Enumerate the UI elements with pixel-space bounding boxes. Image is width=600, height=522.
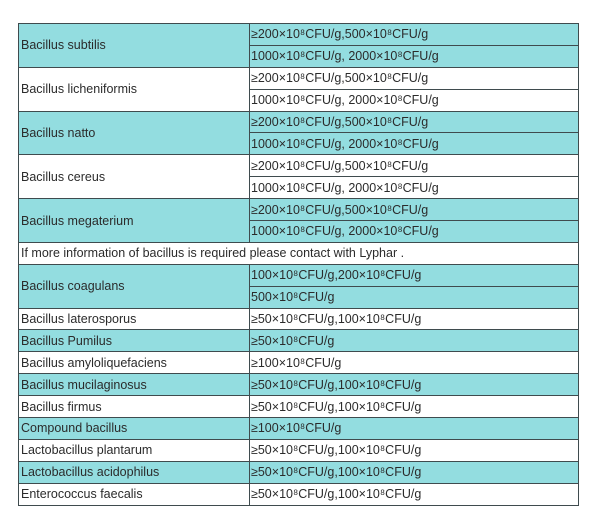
strain-spec: ≥50×10⁸CFU/g,100×10⁸CFU/g — [250, 308, 579, 330]
strain-spec: 1000×10⁸CFU/g, 2000×10⁸CFU/g — [250, 177, 579, 199]
strain-spec: ≥50×10⁸CFU/g,100×10⁸CFU/g — [250, 396, 579, 418]
table-row — [19, 67, 579, 89]
strain-name: Lactobacillus acidophilus — [19, 461, 250, 483]
strain-spec: 1000×10⁸CFU/g, 2000×10⁸CFU/g — [250, 133, 579, 155]
strain-spec: ≥200×10⁸CFU/g,500×10⁸CFU/g — [250, 199, 579, 221]
table-row — [19, 24, 579, 46]
strain-spec: ≥100×10⁸CFU/g — [250, 352, 579, 374]
strain-spec: ≥50×10⁸CFU/g,100×10⁸CFU/g — [250, 439, 579, 461]
table-row — [19, 396, 579, 418]
strain-name: Bacillus Pumilus — [19, 330, 250, 352]
strain-spec: ≥200×10⁸CFU/g,500×10⁸CFU/g — [250, 24, 579, 46]
strain-spec: ≥200×10⁸CFU/g,500×10⁸CFU/g — [250, 111, 579, 133]
bacillus-spec-table — [18, 23, 579, 506]
table-row — [19, 264, 579, 286]
strain-name: Bacillus amyloliquefaciens — [19, 352, 250, 374]
table-row — [19, 111, 579, 133]
strain-name: Lactobacillus plantarum — [19, 439, 250, 461]
strain-name: Bacillus natto — [19, 111, 250, 155]
strain-name: Bacillus mucilaginosus — [19, 374, 250, 396]
strain-spec: ≥50×10⁸CFU/g,100×10⁸CFU/g — [250, 483, 579, 505]
strain-name: Bacillus coagulans — [19, 264, 250, 308]
strain-name: Compound bacillus — [19, 418, 250, 440]
strain-spec: 1000×10⁸CFU/g, 2000×10⁸CFU/g — [250, 45, 579, 67]
strain-name: Bacillus firmus — [19, 396, 250, 418]
table-row — [19, 352, 579, 374]
strain-spec: ≥200×10⁸CFU/g,500×10⁸CFU/g — [250, 155, 579, 177]
strain-spec: 1000×10⁸CFU/g, 2000×10⁸CFU/g — [250, 89, 579, 111]
strain-spec: ≥50×10⁸CFU/g,100×10⁸CFU/g — [250, 461, 579, 483]
strain-spec: 100×10⁸CFU/g,200×10⁸CFU/g — [250, 264, 579, 286]
strain-spec: 1000×10⁸CFU/g, 2000×10⁸CFU/g — [250, 221, 579, 243]
table-row — [19, 483, 579, 505]
contact-note: If more information of bacillus is required please contact with Lyphar . — [19, 242, 579, 264]
table-row — [19, 155, 579, 177]
strain-spec: ≥200×10⁸CFU/g,500×10⁸CFU/g — [250, 67, 579, 89]
strain-name: Bacillus subtilis — [19, 24, 250, 68]
table-row — [19, 199, 579, 221]
strain-name: Enterococcus faecalis — [19, 483, 250, 505]
strain-spec: 500×10⁸CFU/g — [250, 286, 579, 308]
bacillus-spec-table-container — [18, 23, 579, 506]
table-row — [19, 374, 579, 396]
strain-spec: ≥50×10⁸CFU/g — [250, 330, 579, 352]
note-row — [19, 242, 579, 264]
strain-spec: ≥50×10⁸CFU/g,100×10⁸CFU/g — [250, 374, 579, 396]
strain-name: Bacillus laterosporus — [19, 308, 250, 330]
strain-spec: ≥100×10⁸CFU/g — [250, 418, 579, 440]
table-row — [19, 330, 579, 352]
strain-name: Bacillus megaterium — [19, 199, 250, 243]
table-row — [19, 418, 579, 440]
table-row — [19, 461, 579, 483]
strain-name: Bacillus cereus — [19, 155, 250, 199]
strain-name: Bacillus licheniformis — [19, 67, 250, 111]
table-row — [19, 439, 579, 461]
table-row — [19, 308, 579, 330]
